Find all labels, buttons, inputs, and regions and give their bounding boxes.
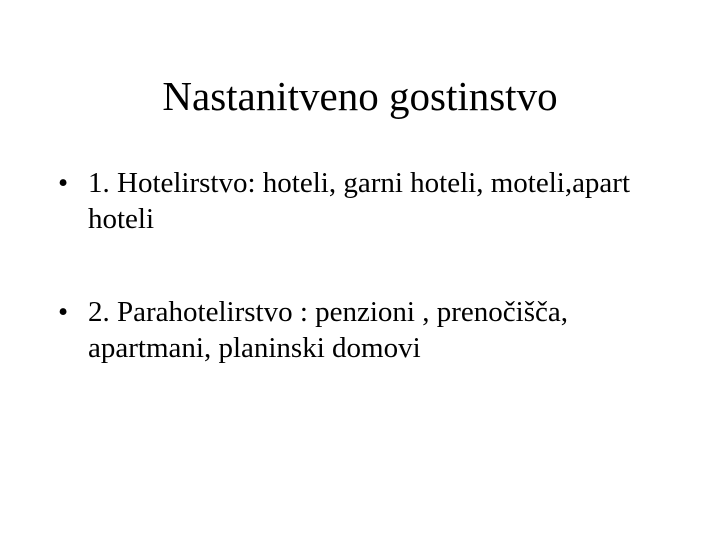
bullet-icon: • (58, 167, 69, 199)
bullet-list (58, 165, 698, 423)
slide-title: Nastanitveno gostinstvo (162, 73, 558, 119)
bullet-icon: • (58, 296, 69, 328)
bullet-item-parahotelirstvo (58, 294, 698, 366)
bullet-text: 1. Hotelirstvo: hoteli, garni hoteli, moteli,apart hoteli (88, 167, 631, 235)
bullet-text: 2. Parahotelirstvo : penzioni , prenočišča, apartmani, planinski domovi (88, 296, 568, 364)
bullet-item-hotelirstvo (58, 165, 698, 237)
